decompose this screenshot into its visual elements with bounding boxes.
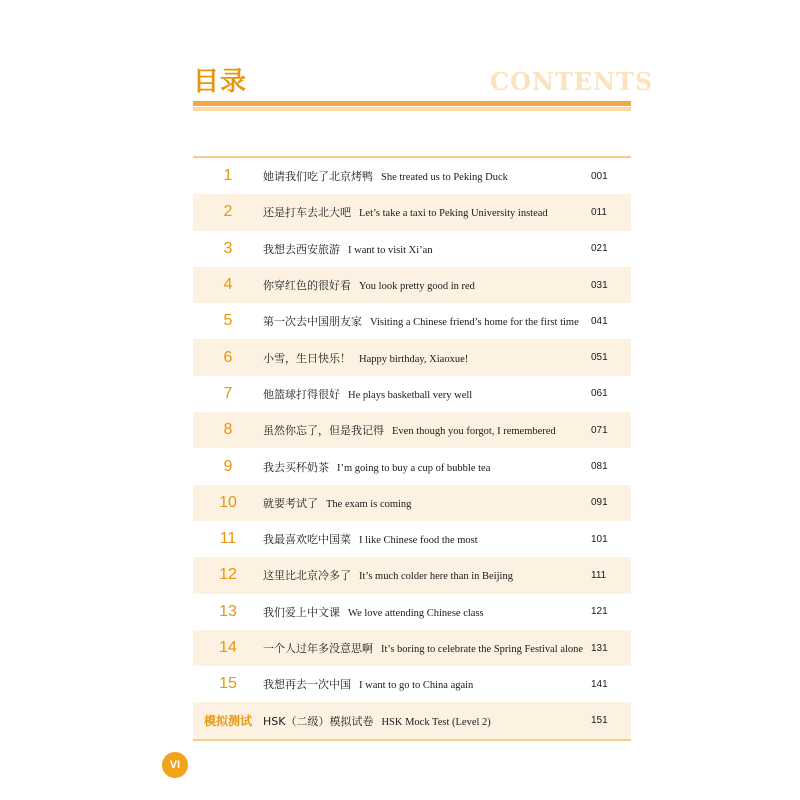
- lesson-title-zh: 我最喜欢吃中国菜: [263, 533, 351, 547]
- lesson-page: 121: [591, 606, 608, 618]
- toc-row-6[interactable]: [193, 339, 631, 375]
- lesson-number: 10: [219, 493, 237, 511]
- toc-row-7[interactable]: [193, 376, 631, 412]
- mock-test-label: 模拟测试: [203, 714, 252, 729]
- lesson-page: 051: [591, 352, 608, 364]
- toc-row-14[interactable]: [193, 630, 631, 666]
- lesson-page: 071: [591, 424, 608, 436]
- lesson-number: 13: [219, 602, 237, 620]
- lesson-title-en: She treated us to Peking Duck: [381, 172, 508, 184]
- lesson-title-en: It’s boring to celebrate the Spring Festival alone: [381, 644, 584, 655]
- toc-row-10[interactable]: [193, 485, 631, 521]
- lesson-title-zh: 就要考试了: [263, 496, 318, 510]
- lesson-title-zh: 虽然你忘了，但是我记得: [263, 424, 384, 438]
- lesson-title-en: You look pretty good in red: [359, 281, 475, 293]
- lesson-title-zh: 你穿红色的很好看: [263, 279, 351, 293]
- page-title: 目录: [193, 67, 248, 97]
- lesson-title-en: I like Chinese food the most: [359, 535, 478, 547]
- lesson-title-zh: 我们爱上中文课: [263, 605, 340, 619]
- lesson-title-en: I want to go to China again: [359, 680, 474, 692]
- lesson-page: 001: [591, 170, 608, 182]
- toc-row-9[interactable]: [193, 448, 631, 484]
- lesson-number: 2: [223, 203, 233, 221]
- lesson-title-en: The exam is coming: [326, 498, 412, 510]
- toc-row-5[interactable]: [193, 303, 631, 339]
- lesson-number: 15: [219, 675, 237, 693]
- lesson-title-zh: 第一次去中国朋友家: [263, 315, 362, 329]
- lesson-number: 6: [223, 348, 233, 366]
- toc-row-13[interactable]: [193, 594, 631, 630]
- lesson-title-en: It’s much colder here than in Beijing: [359, 571, 513, 583]
- lesson-number: 5: [223, 312, 233, 330]
- lesson-page: 111: [591, 569, 607, 581]
- lesson-page: 101: [591, 533, 608, 545]
- lesson-title-zh: 一个人过年多没意思啊: [263, 642, 373, 655]
- toc-row-1[interactable]: [193, 158, 631, 194]
- lesson-number: 12: [219, 566, 237, 584]
- lesson-title-zh: 我去买杯奶茶: [263, 460, 329, 474]
- lesson-title-en: Let’s take a taxi to Peking University instead: [359, 208, 548, 220]
- lesson-title-zh: 我想再去一次中国: [263, 678, 351, 692]
- lesson-title-zh: 小雪，生日快乐！: [263, 351, 351, 365]
- lesson-number: 9: [223, 457, 233, 475]
- lesson-number: 1: [223, 167, 233, 185]
- lesson-page: 021: [591, 243, 608, 255]
- toc-row-8[interactable]: [193, 412, 631, 448]
- lesson-title-en: I want to visit Xi’an: [348, 244, 433, 256]
- lesson-title-en: Happy birthday, Xiaoxue!: [359, 353, 469, 365]
- lesson-title-en: Visiting a Chinese friend’s home for the first time: [370, 317, 579, 329]
- lesson-title-zh: 他篮球打得很好: [263, 387, 340, 401]
- page-number-badge: VI: [162, 752, 188, 778]
- lesson-page: 091: [591, 497, 608, 509]
- lesson-number: 3: [223, 239, 233, 257]
- lesson-title-zh: 还是打车去北大吧: [263, 206, 351, 220]
- lesson-number: 14: [219, 639, 237, 656]
- lesson-page: 141: [591, 678, 608, 690]
- toc-row-15[interactable]: [193, 666, 631, 702]
- lesson-title-zh: 她请我们吃了北京烤鸭: [263, 170, 373, 184]
- lesson-title-en: Even though you forgot, I remembered: [392, 426, 556, 438]
- toc-bottom-rule: [193, 739, 631, 741]
- lesson-title-en: I’m going to buy a cup of bubble tea: [337, 462, 491, 474]
- lesson-title-en: We love attending Chinese class: [348, 607, 484, 619]
- mock-test-page: 151: [591, 715, 608, 727]
- lesson-title-zh: 这里比北京冷多了: [263, 569, 351, 583]
- mock-test-title-zh: HSK（二级）模拟试卷: [263, 714, 374, 728]
- mock-test-title-en: HSK Mock Test (Level 2): [381, 716, 491, 728]
- lesson-number: 7: [223, 384, 233, 402]
- table-of-contents: [193, 156, 631, 741]
- lesson-title-zh: 我想去西安旅游: [263, 242, 340, 256]
- lesson-page: 031: [591, 279, 608, 291]
- toc-row-4[interactable]: [193, 267, 631, 303]
- header-rule-light: [193, 107, 631, 111]
- toc-row-3[interactable]: [193, 231, 631, 267]
- lesson-page: 081: [591, 461, 608, 473]
- toc-row-11[interactable]: [193, 521, 631, 557]
- lesson-number: 8: [223, 421, 233, 439]
- lesson-page: 041: [591, 315, 608, 327]
- toc-row-mock-test[interactable]: [193, 702, 631, 738]
- lesson-number: 4: [223, 276, 233, 294]
- lesson-page: 011: [591, 206, 607, 218]
- lesson-page: 061: [591, 388, 608, 400]
- lesson-title-en: He plays basketball very well: [348, 389, 473, 401]
- page-title-english: CONTENTS: [490, 67, 654, 96]
- toc-row-2[interactable]: [193, 194, 631, 230]
- lesson-page: 131: [591, 642, 608, 654]
- lesson-number: 11: [219, 530, 237, 548]
- header-rule-strong: [193, 101, 631, 106]
- toc-row-12[interactable]: [193, 557, 631, 593]
